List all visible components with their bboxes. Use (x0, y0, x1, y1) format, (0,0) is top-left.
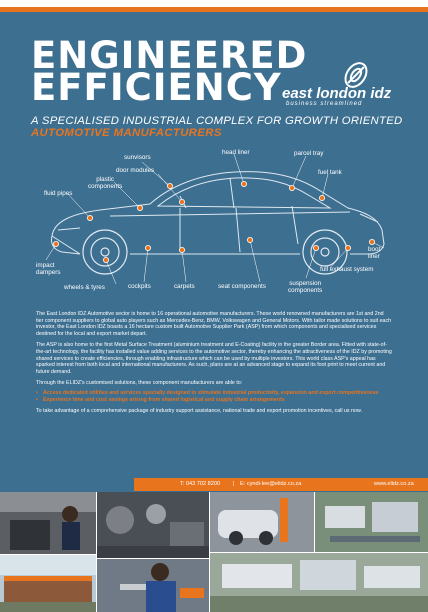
headline-line-1: ENGINEERED (31, 34, 308, 77)
top-orange-stripe (0, 7, 428, 12)
benefit-item: • Experience time and cost savings arising from shared logistical and supply chain arrangements (36, 397, 392, 404)
photo-industrial-complex (210, 553, 428, 612)
photo-engine-parts (97, 492, 209, 558)
contact-email[interactable]: E: cyndi-lee@elidz.co.za (240, 481, 302, 487)
car-illustration (30, 144, 398, 300)
contact-bar (134, 478, 428, 491)
label-impact-dampers: impact dampers (36, 262, 61, 276)
label-sunvisors: sunvisors (124, 154, 151, 161)
photo-industrial-building (0, 555, 96, 612)
photo-worker-machine (0, 492, 96, 554)
contact-website[interactable]: www.elidz.co.za (374, 481, 414, 487)
body-paragraph: Through the ELIDZ's customised solutions, these component manufacturers are able to: (36, 380, 243, 387)
label-carpets: carpets (174, 283, 195, 290)
photo-aerial-facility (315, 492, 428, 552)
label-boot-liner: boot liner (368, 246, 381, 260)
subtitle-line-1: A SPECIALISED INDUSTRIAL COMPLEX FOR GROWTH ORIENTED (31, 115, 403, 127)
label-plastic-components: plastic components (88, 176, 123, 190)
logo-tagline: business streamlined (286, 101, 363, 107)
benefits-list (36, 390, 392, 403)
car-component-diagram (30, 144, 398, 300)
logo-wordmark: east london idz (282, 85, 392, 102)
headline-line-2: EFFICIENCY (31, 66, 282, 109)
contact-separator: | (233, 481, 235, 487)
label-head-liner: head liner (222, 149, 250, 156)
body-paragraph: The ASP is also home to the first Metal Surface Treatment (aluminium treatment and E-Coating) facility in the greater Border area. Fitted with state-of-the-art technology, the facility has installed value adding services to the automotive sector, thereby enhancing the attractiveness of the IDZ by promoting shared services to create efficiencies, through enabling infrastructure which can be used by multiple investors. This world class ASP's appeal has sparked interest from both local and international manufacturers. As such, plans are at an advanced stage to expand its foot print to meet current and future demand. (36, 342, 392, 375)
contact-phone: T: 043 702 8200 (180, 481, 221, 487)
label-fuel-tank: fuel tank (318, 169, 342, 176)
subtitle-line-2: AUTOMOTIVE MANUFACTURERS (31, 127, 222, 139)
body-copy (36, 311, 392, 420)
label-wheels-tyres: wheels & tyres (64, 284, 105, 291)
benefit-item: • Access dedicated utilities and services specially designed to stimulate industrial productivity, expansion and export competitiveness (36, 390, 392, 397)
label-seat-components: seat components (218, 283, 266, 290)
photo-worker-tool (97, 559, 209, 612)
label-fluid-pipes: fluid pipes (44, 190, 73, 197)
top-white-bar (0, 0, 428, 7)
label-suspension-components: suspension components (288, 280, 323, 294)
label-door-modules: door modules (116, 167, 155, 174)
body-paragraph: The East London IDZ Automotive sector is home to 16 operational automotive manufacturers. These world renowned manufacturers are 1st and 2nd tier component suppliers to global auto players such as Mercedes-Benz, BMW, Volkswagen and General Motors. With tailor made solutions to suit each investor, the East London IDZ boasts a 16 hectare custom built Automotive Supplier Park (ASP) from which components and specialised services destined for the local and export market depart. (36, 311, 392, 337)
label-cockpits: cockpits (128, 283, 151, 290)
body-paragraph: To take advantage of a comprehensive package of industry support assistance, national trade and export promotion incentives, call us now. (36, 408, 362, 415)
label-full-exhaust-system: full exhaust system (320, 266, 374, 273)
photo-collage (0, 492, 428, 612)
photo-car-manufacturing (210, 492, 314, 552)
label-parcel-tray: parcel tray (294, 150, 324, 157)
